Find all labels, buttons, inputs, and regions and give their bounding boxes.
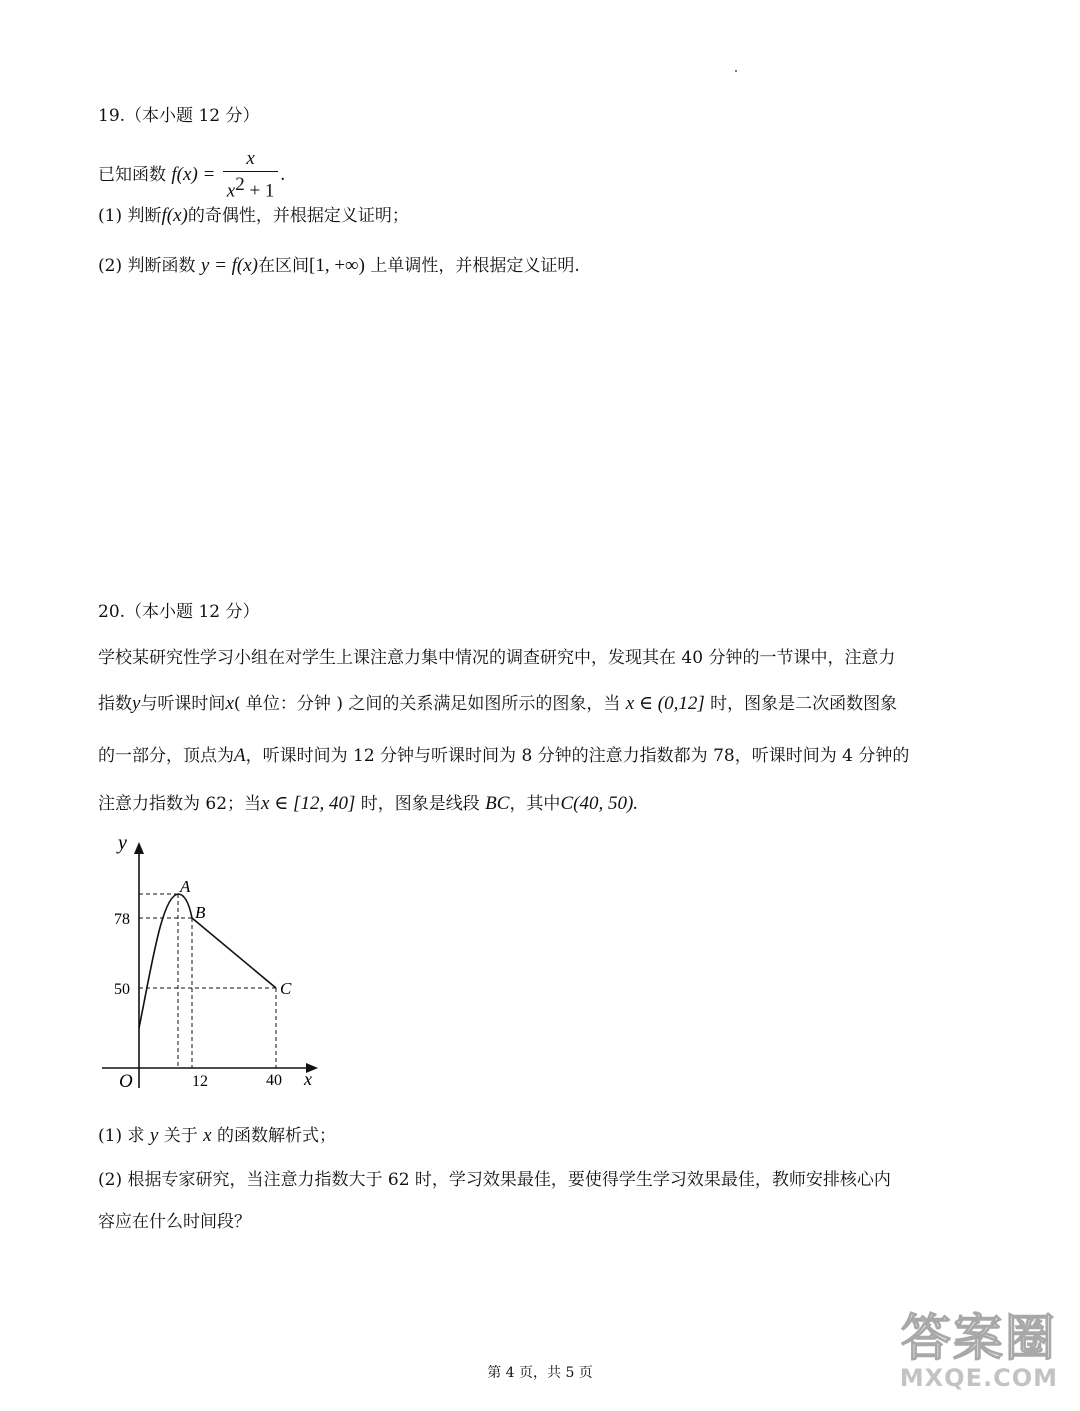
q19-part2-interval: [1, +∞) — [309, 255, 365, 276]
q20-point-c: C(40, 50). — [560, 793, 639, 814]
q20-text-line4: 注意力指数为 62；当x ∈ [12, 40] 时，图象是线段 BC，其中C(40, 50). — [98, 793, 639, 814]
q20-text-line1: 学校某研究性学习小组在对学生上课注意力集中情况的调查研究中，发现其在 40 分钟的一节课中，注意力 — [98, 648, 896, 668]
label-x: x — [304, 1069, 312, 1089]
q19-func-lhs: f(x) = — [171, 163, 216, 185]
tick-label-40: 40 — [266, 1072, 282, 1089]
q20-part2-line2: 容应在什么时间段？ — [98, 1212, 251, 1232]
q20-cond2: x ∈ [12, 40] — [261, 793, 356, 814]
q19-part1: (1) 判断f(x)的奇偶性，并根据定义证明； — [98, 205, 409, 226]
parabola-curve — [139, 894, 192, 1028]
q19-intro: 已知函数 — [98, 164, 166, 185]
q20-part1: (1) 求 y 关于 x 的函数解析式； — [98, 1125, 336, 1146]
watermark-url: MXQE.COM — [899, 1364, 1058, 1392]
watermark-logo — [899, 1309, 1058, 1392]
q19-frac-numerator: x — [223, 148, 279, 172]
label-y: y — [118, 832, 127, 854]
q20-header: 20.（本小题 12 分） — [98, 602, 260, 622]
stray-dot — [735, 70, 737, 72]
label-point-a: A — [180, 877, 191, 896]
watermark-title: 答案圈 — [900, 1309, 1057, 1367]
tick-label-12: 12 — [192, 1073, 208, 1090]
q19-part2: (2) 判断函数 y = f(x)在区间[1, +∞) 上单调性，并根据定义证明. — [98, 255, 580, 276]
q19-header: 19.（本小题 12 分） — [98, 106, 260, 126]
page-footer: 第 4 页，共 5 页 — [487, 1365, 593, 1381]
q19-part2-expr: y = f(x) — [200, 255, 259, 276]
y-axis-arrow-icon — [134, 842, 144, 854]
q19-frac-denominator: $x^2 + 1$ — [226, 174, 275, 202]
label-point-c: C — [280, 979, 292, 998]
segment-bc — [192, 918, 276, 988]
attention-graph — [96, 832, 336, 1102]
q19-part1-fx: f(x) — [161, 205, 188, 226]
label-point-b: B — [195, 903, 206, 922]
q20-text-line3: 的一部分，顶点为A，听课时间为 12 分钟与听课时间为 8 分钟的注意力指数都为 78，听课时间为 4 分钟的 — [98, 745, 910, 766]
q20-cond1: x ∈ (0,12] — [625, 693, 705, 714]
q19-fraction — [223, 148, 279, 203]
q19-function-definition: 已知函数 f(x) = $\frac{x}{x^2 + 1}$ . — [98, 148, 286, 202]
tick-label-50: 50 — [114, 981, 130, 998]
tick-label-78: 78 — [114, 911, 130, 928]
q20-text-line2: 指数y与听课时间x( 单位：分钟 ) 之间的关系满足如图所示的图象，当 x ∈ (0,12] 时，图象是二次函数图象 — [98, 693, 898, 714]
label-origin: O — [119, 1071, 133, 1092]
q20-part2-line1: (2) 根据专家研究，当注意力指数大于 62 时，学习效果最佳，要使得学生学习效果最佳，教师安排核心内 — [98, 1170, 891, 1190]
